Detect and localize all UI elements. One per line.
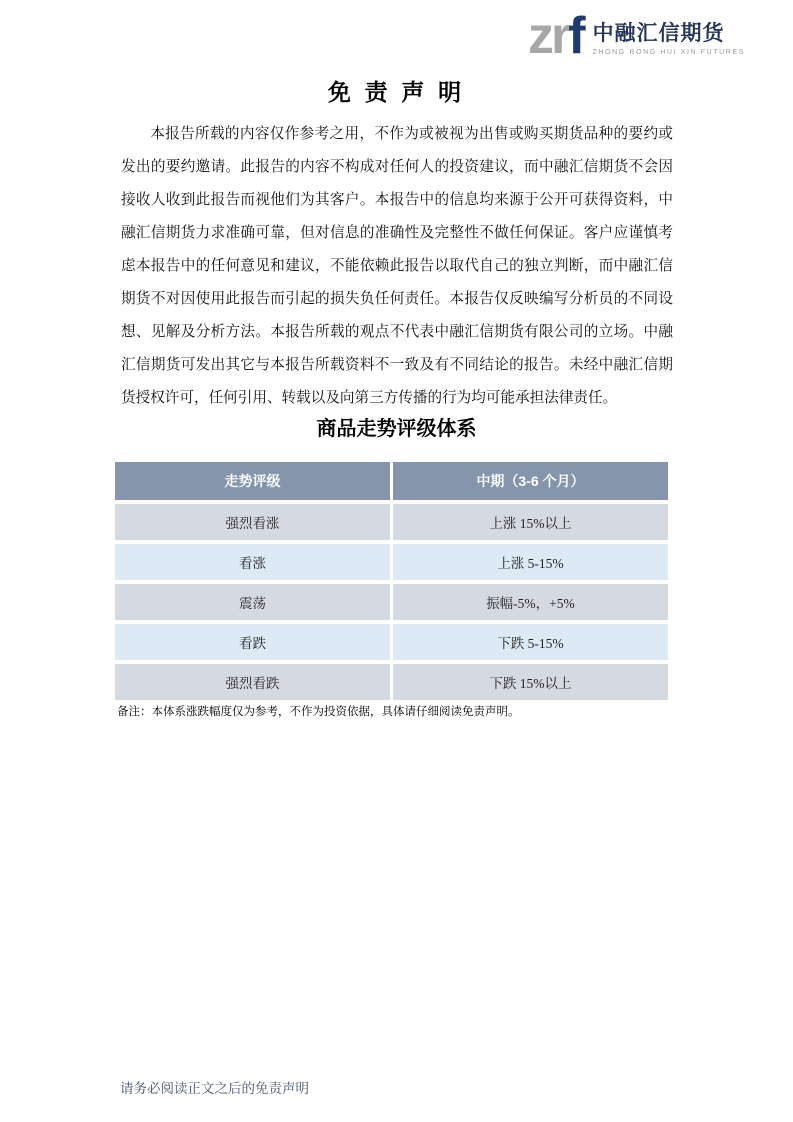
- table-row: [115, 664, 668, 700]
- cell-rating: 震荡: [115, 584, 390, 620]
- cell-range: 下跌 5-15%: [393, 624, 668, 660]
- rating-table: [115, 462, 668, 700]
- cell-range: 上涨 5-15%: [393, 544, 668, 580]
- company-logo: [527, 7, 745, 65]
- section-title: 商品走势评级体系: [316, 418, 477, 440]
- page-title: 免 责 声 明: [327, 80, 466, 105]
- brand-name-cn: 中融汇信期货: [592, 22, 725, 45]
- table-header-row: [115, 462, 668, 500]
- table-note: 备注：本体系涨跌幅度仅为参考，不作为投资依据，具体请仔细阅读免责声明。: [117, 706, 520, 718]
- cell-range: 下跌 15%以上: [393, 664, 668, 700]
- logo-letter-f: f: [568, 7, 583, 65]
- cell-rating: 强烈看跌: [115, 664, 390, 700]
- cell-range: 上涨 15%以上: [393, 504, 668, 540]
- logo-text: [593, 13, 745, 56]
- brand-name-en: ZHONG RONG HUI XIN FUTURES: [592, 49, 745, 56]
- disclaimer-paragraph: 本报告所载的内容仅作参考之用，不作为或被视为出售或购买期货品种的要约或发出的要约邀请。此报告的内容不构成对任何人的投资建议，而中融汇信期货不会因接收人收到此报告而视他们为其客户。本报告中的信息均来源于公开可获得资料，中融汇信期货力求准确可靠，但对信息的准确性及完整性不做任何保证。客户应谨慎考虑本报告中的任何意见和建议，不能依赖此报告以取代自己的独立判断，而中融汇信期货不对因使用此报告而引起的损失负任何责任。本报告仅反映编写分析员的不同设想、见解及分析方法。本报告所载的观点不代表中融汇信期货有限公司的立场。中融汇信期货可发出其它与本报告所载资料不一致及有不同结论的报告。未经中融汇信期货授权许可，任何引用、转载以及向第三方传播的行为均可能承担法律责任。: [121, 126, 673, 406]
- cell-rating: 看跌: [115, 624, 390, 660]
- table-row: [115, 584, 668, 620]
- cell-rating: 看涨: [115, 544, 390, 580]
- header-cell-midterm: 中期（3-6 个月）: [393, 462, 668, 500]
- table-row: [115, 624, 668, 660]
- table-row: [115, 544, 668, 580]
- cell-range: 振幅-5%，+5%: [393, 584, 668, 620]
- footer-disclaimer-reminder: 请务必阅读正文之后的免责声明: [120, 1081, 309, 1096]
- table-row: [115, 504, 668, 540]
- header-cell-rating: 走势评级: [115, 462, 390, 500]
- cell-rating: 强烈看涨: [115, 504, 390, 540]
- zrf-logo-icon: [527, 7, 583, 65]
- logo-letters-zr: zr: [527, 7, 569, 65]
